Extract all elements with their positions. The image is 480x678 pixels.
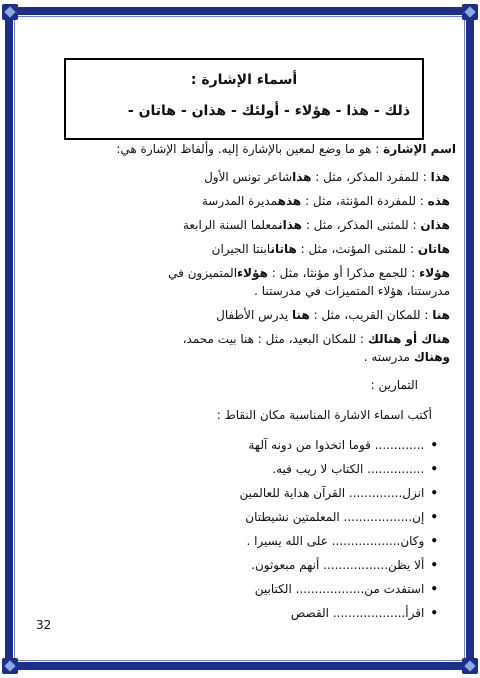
page-content [22,22,458,658]
exercise-item: • ............... الكتاب لا ريب فيه. [272,460,438,478]
exercise-item: • وكان.................. على الله يسيرا . [246,532,438,550]
demonstrative-desc: : للمثنى المؤنث، مثل : [300,242,415,256]
example-rest: معلما السنة الرابعة [182,218,279,232]
example-word: هنا [292,308,310,322]
header-box [64,58,424,140]
demonstrative-desc: : للمكان البعيد، مثل : هنا بيت محمد، [182,332,365,346]
demonstrative-word: هذان [420,218,450,232]
demonstrative-desc: مدرستنا، هؤلاء المتميزات في مدرستنا . [254,284,450,298]
demonstrative-word: هناك أو هنالك [367,332,450,346]
exercise-item: • ألا يظن................. أنهم مبعوثون. [251,556,438,574]
example-rest: يدرس الأطفال [216,308,289,322]
example-rest: مديرة المدرسة [201,194,278,208]
demonstrative-row [216,306,450,324]
header-title: أسماء الإشارة : [190,72,298,88]
frame-corner-ornament [2,658,18,674]
example-rest: المتميزون في [168,266,238,280]
frame-corner-ornament [462,4,478,20]
demonstrative-row [183,330,450,348]
demonstrative-word: هنا [432,308,450,322]
definition-text: : هو ما وضع لمعين بالإشارة إليه. وألفاظ الإشارة هي: [116,142,380,156]
demonstrative-word: وهناك [413,350,450,364]
example-rest: ابنتا الجيران [211,242,271,256]
header-demonstratives-list: ذلك - هذا - هؤلاء - أولئك - هذان - هاتان - [127,103,410,119]
definition-line [116,140,456,158]
demonstrative-desc: مدرسته . [363,350,410,364]
demonstrative-desc: : للجمع مذكرا أو مؤنثا، مثل : [271,266,416,280]
example-word: هؤلاء [237,266,268,280]
demonstrative-desc: : للمكان القريب، مثل : [313,308,429,322]
demonstrative-row [212,240,450,258]
example-word: هذا [292,170,312,184]
demonstrative-row-continued [254,282,450,300]
page-number: 32 [36,618,52,632]
exercise-item: • انزل.............. القرآن هداية للعالمين [239,484,438,502]
example-word: هذان [278,218,302,232]
demonstrative-desc: : للمفردة المؤنثة، مثل : [305,194,424,208]
demonstrative-word: هذا [430,170,450,184]
demonstrative-word: هذه [427,194,450,208]
demonstrative-row [168,264,450,282]
definition-term: اسم الإشارة [383,142,456,156]
demonstrative-desc: : للمفرد المذكر، مثل : [315,170,427,184]
exercise-item: • اقرأ................... القصص [291,604,438,622]
exercise-item: • استفدت من.................. الكتابين [255,580,438,598]
example-word: هذه [277,194,302,208]
demonstrative-word: هاتان [417,242,450,256]
demonstrative-row-continued [364,348,450,366]
exercise-item: • ............. قوما اتخذوا من دونه آلهة [248,436,438,454]
demonstrative-word: هؤلاء [419,266,450,280]
exercises-heading: التمارين : [370,378,418,392]
frame-corner-ornament [462,658,478,674]
demonstrative-row [202,192,450,210]
example-rest: شاعر تونس الأول [204,170,293,184]
demonstrative-row [204,168,450,186]
example-word: هاتان [270,242,297,256]
demonstrative-desc: : للمثنى المذكر، مثل : [305,218,417,232]
frame-corner-ornament [2,4,18,20]
demonstrative-row [183,216,450,234]
exercises-instruction: أكتب اسماء الاشارة المناسبة مكان النقاط : [216,408,432,422]
exercise-item: • إن.................. المعلمتين نشيطتان [245,508,438,526]
